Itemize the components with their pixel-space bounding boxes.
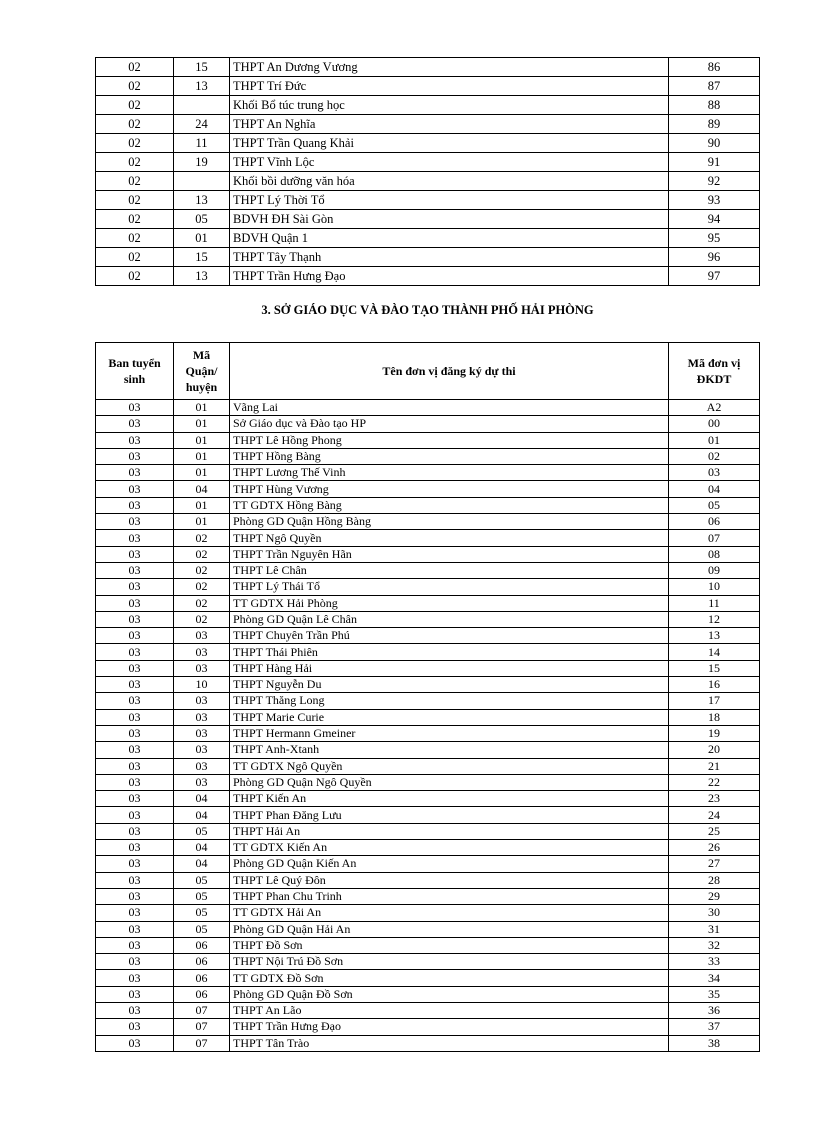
cell-ma-don-vi: 13 — [669, 628, 760, 644]
cell-ban-tuyen-sinh: 02 — [96, 267, 174, 286]
cell-ban-tuyen-sinh: 03 — [96, 530, 174, 546]
cell-ten-don-vi: THPT Tây Thạnh — [230, 248, 669, 267]
cell-ten-don-vi: THPT Trần Hưng Đạo — [230, 1019, 669, 1035]
cell-ban-tuyen-sinh: 03 — [96, 807, 174, 823]
cell-ten-don-vi: THPT Hồng Bàng — [230, 448, 669, 464]
table-row — [96, 840, 760, 856]
cell-ma-don-vi: 10 — [669, 579, 760, 595]
cell-ma-quan-huyen: 24 — [174, 115, 230, 134]
cell-ma-quan-huyen: 02 — [174, 579, 230, 595]
cell-ma-quan-huyen: 10 — [174, 677, 230, 693]
cell-ten-don-vi: THPT Kiến An — [230, 791, 669, 807]
table-row — [96, 954, 760, 970]
cell-ma-don-vi: 05 — [669, 497, 760, 513]
cell-ma-don-vi: 96 — [669, 248, 760, 267]
table-row — [96, 725, 760, 741]
cell-ma-quan-huyen: 13 — [174, 77, 230, 96]
cell-ban-tuyen-sinh: 03 — [96, 905, 174, 921]
cell-ma-quan-huyen: 01 — [174, 497, 230, 513]
cell-ma-quan-huyen: 01 — [174, 229, 230, 248]
table-row — [96, 465, 760, 481]
cell-ma-don-vi: 09 — [669, 562, 760, 578]
table-row — [96, 481, 760, 497]
table-row — [96, 416, 760, 432]
cell-ma-don-vi: 97 — [669, 267, 760, 286]
cell-ten-don-vi: THPT Trí Đức — [230, 77, 669, 96]
cell-ten-don-vi: BDVH ĐH Sài Gòn — [230, 210, 669, 229]
cell-ban-tuyen-sinh: 03 — [96, 644, 174, 660]
table-row — [96, 856, 760, 872]
cell-ten-don-vi: TT GDTX Hải Phòng — [230, 595, 669, 611]
cell-ma-quan-huyen: 06 — [174, 937, 230, 953]
cell-ma-don-vi: 02 — [669, 448, 760, 464]
cell-ma-quan-huyen: 13 — [174, 267, 230, 286]
header-ma-don-vi: Mã đơn vị ĐKDT — [669, 343, 760, 400]
cell-ma-don-vi: 89 — [669, 115, 760, 134]
cell-ten-don-vi: TT GDTX Kiến An — [230, 840, 669, 856]
cell-ma-don-vi: 26 — [669, 840, 760, 856]
table-row — [96, 1002, 760, 1018]
cell-ban-tuyen-sinh: 03 — [96, 1035, 174, 1051]
cell-ban-tuyen-sinh: 03 — [96, 579, 174, 595]
table-row — [96, 497, 760, 513]
cell-ma-don-vi: 91 — [669, 153, 760, 172]
cell-ma-don-vi: 25 — [669, 823, 760, 839]
cell-ma-quan-huyen: 15 — [174, 58, 230, 77]
table-row — [96, 758, 760, 774]
cell-ma-don-vi: 31 — [669, 921, 760, 937]
cell-ma-quan-huyen: 02 — [174, 562, 230, 578]
cell-ten-don-vi: Phòng GD Quận Lê Chân — [230, 611, 669, 627]
cell-ten-don-vi: THPT Lê Hồng Phong — [230, 432, 669, 448]
cell-ma-don-vi: 95 — [669, 229, 760, 248]
cell-ten-don-vi: Khối bồi dưỡng văn hóa — [230, 172, 669, 191]
cell-ma-don-vi: 35 — [669, 986, 760, 1002]
cell-ma-don-vi: 93 — [669, 191, 760, 210]
cell-ten-don-vi: Vãng Lai — [230, 400, 669, 416]
cell-ten-don-vi: Phòng GD Quận Đồ Sơn — [230, 986, 669, 1002]
cell-ten-don-vi: Phòng GD Quận Ngô Quyền — [230, 774, 669, 790]
table-row — [96, 986, 760, 1002]
cell-ma-quan-huyen: 01 — [174, 416, 230, 432]
cell-ban-tuyen-sinh: 02 — [96, 229, 174, 248]
table-row — [96, 709, 760, 725]
cell-ten-don-vi: Khối Bổ túc trung học — [230, 96, 669, 115]
cell-ma-don-vi: 20 — [669, 742, 760, 758]
table-row — [96, 115, 760, 134]
table-row — [96, 807, 760, 823]
cell-ma-quan-huyen: 04 — [174, 481, 230, 497]
cell-ban-tuyen-sinh: 02 — [96, 248, 174, 267]
table-row — [96, 579, 760, 595]
cell-ban-tuyen-sinh: 03 — [96, 611, 174, 627]
cell-ten-don-vi: THPT Chuyên Trần Phú — [230, 628, 669, 644]
cell-ma-quan-huyen: 03 — [174, 709, 230, 725]
cell-ma-don-vi: 37 — [669, 1019, 760, 1035]
cell-ma-quan-huyen: 05 — [174, 210, 230, 229]
cell-ma-quan-huyen: 05 — [174, 823, 230, 839]
cell-ten-don-vi: THPT An Lão — [230, 1002, 669, 1018]
cell-ban-tuyen-sinh: 02 — [96, 134, 174, 153]
table-row — [96, 134, 760, 153]
cell-ma-quan-huyen: 03 — [174, 758, 230, 774]
cell-ma-don-vi: 03 — [669, 465, 760, 481]
cell-ban-tuyen-sinh: 02 — [96, 191, 174, 210]
cell-ten-don-vi: THPT Tân Trào — [230, 1035, 669, 1051]
continued-registration-table-body — [96, 58, 760, 286]
cell-ma-don-vi: 08 — [669, 546, 760, 562]
cell-ma-don-vi: 86 — [669, 58, 760, 77]
cell-ma-don-vi: 30 — [669, 905, 760, 921]
cell-ma-don-vi: 36 — [669, 1002, 760, 1018]
table-row — [96, 400, 760, 416]
header-ma-quan-huyen: Mã Quận/ huyện — [174, 343, 230, 400]
cell-ten-don-vi: THPT Lý Thái Tổ — [230, 579, 669, 595]
cell-ten-don-vi: THPT Lý Thời Tổ — [230, 191, 669, 210]
cell-ten-don-vi: TT GDTX Đồ Sơn — [230, 970, 669, 986]
cell-ma-don-vi: 00 — [669, 416, 760, 432]
cell-ma-quan-huyen: 02 — [174, 530, 230, 546]
cell-ten-don-vi: THPT Ngô Quyền — [230, 530, 669, 546]
cell-ma-don-vi: 06 — [669, 514, 760, 530]
table-row — [96, 153, 760, 172]
section-title: 3. SỞ GIÁO DỤC VÀ ĐÀO TẠO THÀNH PHỐ HẢI PHÒNG — [261, 303, 594, 317]
cell-ma-quan-huyen: 03 — [174, 725, 230, 741]
cell-ban-tuyen-sinh: 03 — [96, 448, 174, 464]
cell-ma-don-vi: 88 — [669, 96, 760, 115]
cell-ban-tuyen-sinh: 03 — [96, 546, 174, 562]
cell-ma-don-vi: 24 — [669, 807, 760, 823]
cell-ban-tuyen-sinh: 02 — [96, 115, 174, 134]
cell-ma-quan-huyen: 03 — [174, 742, 230, 758]
cell-ma-quan-huyen: 05 — [174, 888, 230, 904]
cell-ban-tuyen-sinh: 03 — [96, 677, 174, 693]
cell-ma-don-vi: A2 — [669, 400, 760, 416]
cell-ban-tuyen-sinh: 03 — [96, 660, 174, 676]
table-row — [96, 644, 760, 660]
cell-ban-tuyen-sinh: 03 — [96, 595, 174, 611]
cell-ma-quan-huyen: 07 — [174, 1002, 230, 1018]
cell-ban-tuyen-sinh: 03 — [96, 497, 174, 513]
cell-ma-quan-huyen: 04 — [174, 791, 230, 807]
table-header-row — [96, 343, 760, 400]
cell-ban-tuyen-sinh: 03 — [96, 937, 174, 953]
cell-ten-don-vi: THPT Hải An — [230, 823, 669, 839]
cell-ma-quan-huyen: 02 — [174, 546, 230, 562]
cell-ban-tuyen-sinh: 03 — [96, 709, 174, 725]
cell-ban-tuyen-sinh: 03 — [96, 400, 174, 416]
table-row — [96, 1035, 760, 1051]
cell-ma-quan-huyen: 02 — [174, 595, 230, 611]
cell-ma-don-vi: 28 — [669, 872, 760, 888]
table-row — [96, 823, 760, 839]
cell-ma-quan-huyen: 01 — [174, 514, 230, 530]
cell-ma-don-vi: 33 — [669, 954, 760, 970]
table-row — [96, 677, 760, 693]
cell-ten-don-vi: THPT Trần Nguyên Hãn — [230, 546, 669, 562]
cell-ten-don-vi: THPT Thăng Long — [230, 693, 669, 709]
table-row — [96, 96, 760, 115]
cell-ma-don-vi: 38 — [669, 1035, 760, 1051]
table-row — [96, 660, 760, 676]
cell-ma-don-vi: 32 — [669, 937, 760, 953]
cell-ban-tuyen-sinh: 02 — [96, 210, 174, 229]
table-row — [96, 905, 760, 921]
cell-ban-tuyen-sinh: 03 — [96, 774, 174, 790]
cell-ma-quan-huyen: 01 — [174, 465, 230, 481]
cell-ma-don-vi: 27 — [669, 856, 760, 872]
cell-ban-tuyen-sinh: 02 — [96, 153, 174, 172]
cell-ma-quan-huyen: 15 — [174, 248, 230, 267]
hai-phong-registration-table-body — [96, 400, 760, 1052]
cell-ten-don-vi: THPT Hàng Hải — [230, 660, 669, 676]
cell-ma-don-vi: 01 — [669, 432, 760, 448]
cell-ban-tuyen-sinh: 03 — [96, 514, 174, 530]
cell-ten-don-vi: Phòng GD Quận Hồng Bàng — [230, 514, 669, 530]
table-row — [96, 432, 760, 448]
cell-ban-tuyen-sinh: 03 — [96, 562, 174, 578]
table-row — [96, 774, 760, 790]
cell-ma-don-vi: 16 — [669, 677, 760, 693]
cell-ban-tuyen-sinh: 02 — [96, 96, 174, 115]
cell-ban-tuyen-sinh: 03 — [96, 742, 174, 758]
table-row — [96, 77, 760, 96]
cell-ten-don-vi: THPT Lê Quý Đôn — [230, 872, 669, 888]
cell-ten-don-vi: THPT Hùng Vương — [230, 481, 669, 497]
cell-ma-quan-huyen: 05 — [174, 872, 230, 888]
cell-ma-don-vi: 21 — [669, 758, 760, 774]
table-row — [96, 58, 760, 77]
cell-ten-don-vi: THPT Nguyễn Du — [230, 677, 669, 693]
continued-registration-table — [95, 57, 760, 286]
table-row — [96, 448, 760, 464]
table-row — [96, 921, 760, 937]
cell-ten-don-vi: THPT Thái Phiên — [230, 644, 669, 660]
cell-ma-don-vi: 07 — [669, 530, 760, 546]
table-row — [96, 693, 760, 709]
cell-ban-tuyen-sinh: 03 — [96, 954, 174, 970]
table-row — [96, 611, 760, 627]
cell-ten-don-vi: THPT Marie Curie — [230, 709, 669, 725]
cell-ten-don-vi: Phòng GD Quận Hải An — [230, 921, 669, 937]
cell-ban-tuyen-sinh: 03 — [96, 481, 174, 497]
cell-ban-tuyen-sinh: 03 — [96, 416, 174, 432]
cell-ma-quan-huyen — [174, 96, 230, 115]
cell-ma-don-vi: 34 — [669, 970, 760, 986]
table-row — [96, 172, 760, 191]
cell-ma-quan-huyen: 03 — [174, 660, 230, 676]
cell-ban-tuyen-sinh: 03 — [96, 872, 174, 888]
cell-ban-tuyen-sinh: 03 — [96, 465, 174, 481]
table-row — [96, 267, 760, 286]
cell-ban-tuyen-sinh: 03 — [96, 856, 174, 872]
cell-ma-quan-huyen: 06 — [174, 970, 230, 986]
table-row — [96, 628, 760, 644]
cell-ten-don-vi: THPT Lê Chân — [230, 562, 669, 578]
cell-ten-don-vi: THPT An Dương Vương — [230, 58, 669, 77]
cell-ban-tuyen-sinh: 03 — [96, 1019, 174, 1035]
table-row — [96, 514, 760, 530]
cell-ban-tuyen-sinh: 03 — [96, 1002, 174, 1018]
cell-ten-don-vi: THPT Nội Trú Đồ Sơn — [230, 954, 669, 970]
cell-ten-don-vi: Phòng GD Quận Kiến An — [230, 856, 669, 872]
header-ban-tuyen-sinh: Ban tuyển sinh — [96, 343, 174, 400]
cell-ban-tuyen-sinh: 03 — [96, 823, 174, 839]
cell-ban-tuyen-sinh: 03 — [96, 693, 174, 709]
cell-ma-quan-huyen: 07 — [174, 1035, 230, 1051]
cell-ma-quan-huyen: 06 — [174, 986, 230, 1002]
cell-ten-don-vi: THPT Trần Quang Khải — [230, 134, 669, 153]
cell-ma-quan-huyen: 11 — [174, 134, 230, 153]
cell-ma-don-vi: 29 — [669, 888, 760, 904]
cell-ma-quan-huyen: 05 — [174, 921, 230, 937]
cell-ban-tuyen-sinh: 03 — [96, 791, 174, 807]
cell-ten-don-vi: THPT Đồ Sơn — [230, 937, 669, 953]
cell-ban-tuyen-sinh: 03 — [96, 432, 174, 448]
cell-ma-don-vi: 11 — [669, 595, 760, 611]
table-row — [96, 248, 760, 267]
cell-ban-tuyen-sinh: 02 — [96, 58, 174, 77]
cell-ten-don-vi: TT GDTX Hồng Bàng — [230, 497, 669, 513]
cell-ban-tuyen-sinh: 03 — [96, 986, 174, 1002]
cell-ma-don-vi: 22 — [669, 774, 760, 790]
cell-ten-don-vi: THPT Hermann Gmeiner — [230, 725, 669, 741]
cell-ban-tuyen-sinh: 03 — [96, 628, 174, 644]
cell-ma-quan-huyen: 02 — [174, 611, 230, 627]
cell-ten-don-vi: THPT Trần Hưng Đạo — [230, 267, 669, 286]
cell-ban-tuyen-sinh: 03 — [96, 758, 174, 774]
cell-ban-tuyen-sinh: 03 — [96, 921, 174, 937]
table-row — [96, 530, 760, 546]
cell-ma-quan-huyen: 03 — [174, 644, 230, 660]
cell-ma-don-vi: 92 — [669, 172, 760, 191]
cell-ten-don-vi: Sở Giáo dục và Đào tạo HP — [230, 416, 669, 432]
cell-ma-don-vi: 90 — [669, 134, 760, 153]
cell-ban-tuyen-sinh: 03 — [96, 888, 174, 904]
cell-ma-don-vi: 19 — [669, 725, 760, 741]
cell-ten-don-vi: THPT Lương Thế Vinh — [230, 465, 669, 481]
table-row — [96, 970, 760, 986]
cell-ten-don-vi: THPT Anh-Xtanh — [230, 742, 669, 758]
cell-ma-don-vi: 87 — [669, 77, 760, 96]
cell-ten-don-vi: TT GDTX Ngô Quyền — [230, 758, 669, 774]
cell-ten-don-vi: THPT Phan Chu Trinh — [230, 888, 669, 904]
cell-ma-quan-huyen: 07 — [174, 1019, 230, 1035]
cell-ma-don-vi: 12 — [669, 611, 760, 627]
cell-ma-quan-huyen: 01 — [174, 432, 230, 448]
cell-ma-quan-huyen — [174, 172, 230, 191]
table-row — [96, 546, 760, 562]
cell-ma-quan-huyen: 01 — [174, 448, 230, 464]
table-row — [96, 742, 760, 758]
cell-ban-tuyen-sinh: 03 — [96, 725, 174, 741]
table-row — [96, 937, 760, 953]
cell-ten-don-vi: THPT Vĩnh Lộc — [230, 153, 669, 172]
cell-ma-don-vi: 18 — [669, 709, 760, 725]
cell-ma-don-vi: 17 — [669, 693, 760, 709]
table-row — [96, 1019, 760, 1035]
cell-ten-don-vi: THPT Phan Đăng Lưu — [230, 807, 669, 823]
table-row — [96, 191, 760, 210]
table-row — [96, 791, 760, 807]
cell-ma-quan-huyen: 06 — [174, 954, 230, 970]
cell-ma-don-vi: 94 — [669, 210, 760, 229]
table-row — [96, 562, 760, 578]
cell-ten-don-vi: BDVH Quận 1 — [230, 229, 669, 248]
table-row — [96, 595, 760, 611]
cell-ma-quan-huyen: 03 — [174, 774, 230, 790]
cell-ma-quan-huyen: 04 — [174, 807, 230, 823]
hai-phong-registration-table — [95, 342, 760, 1052]
cell-ban-tuyen-sinh: 03 — [96, 970, 174, 986]
cell-ma-quan-huyen: 13 — [174, 191, 230, 210]
cell-ma-quan-huyen: 03 — [174, 693, 230, 709]
cell-ban-tuyen-sinh: 02 — [96, 172, 174, 191]
table-row — [96, 872, 760, 888]
cell-ma-quan-huyen: 05 — [174, 905, 230, 921]
cell-ma-don-vi: 23 — [669, 791, 760, 807]
cell-ban-tuyen-sinh: 03 — [96, 840, 174, 856]
table-row — [96, 210, 760, 229]
cell-ma-quan-huyen: 01 — [174, 400, 230, 416]
cell-ma-don-vi: 04 — [669, 481, 760, 497]
header-ten-don-vi: Tên đơn vị đăng ký dự thi — [230, 343, 669, 400]
cell-ten-don-vi: THPT An Nghĩa — [230, 115, 669, 134]
cell-ma-quan-huyen: 19 — [174, 153, 230, 172]
cell-ma-quan-huyen: 04 — [174, 840, 230, 856]
cell-ma-quan-huyen: 03 — [174, 628, 230, 644]
cell-ban-tuyen-sinh: 02 — [96, 77, 174, 96]
cell-ma-don-vi: 15 — [669, 660, 760, 676]
cell-ma-quan-huyen: 04 — [174, 856, 230, 872]
table-row — [96, 229, 760, 248]
table-row — [96, 888, 760, 904]
cell-ma-don-vi: 14 — [669, 644, 760, 660]
cell-ten-don-vi: TT GDTX Hải An — [230, 905, 669, 921]
